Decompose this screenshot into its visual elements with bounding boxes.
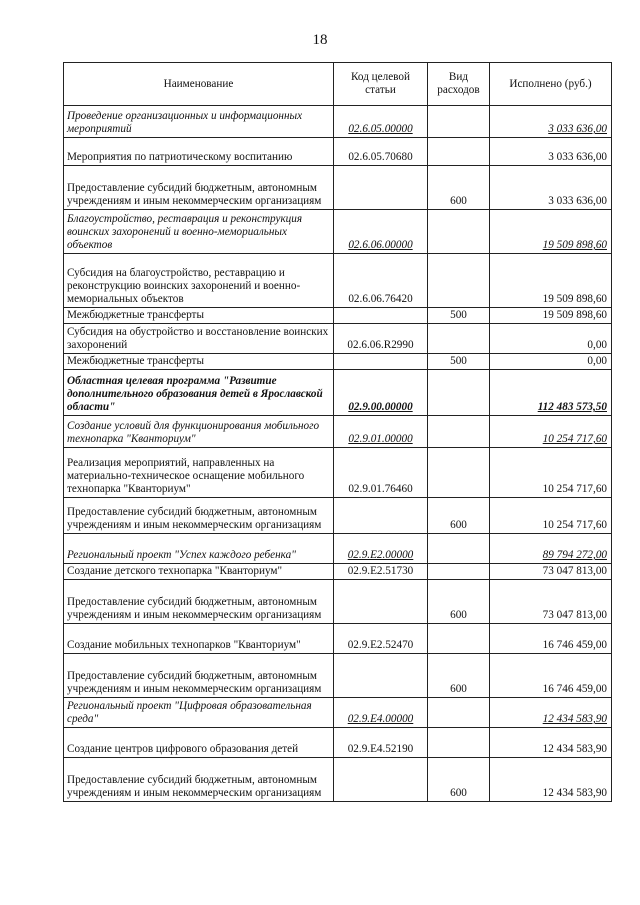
row-amount: [490, 254, 612, 308]
row-code: [334, 534, 428, 564]
row-amount: [490, 210, 612, 254]
row-name: Региональный проект "Успех каждого ребенка": [64, 534, 334, 564]
row-type: [428, 138, 490, 166]
row-amount: [490, 416, 612, 448]
row-amount-text: 10 254 717,60: [542, 433, 607, 445]
header-code: Код целевой статьи: [334, 63, 428, 106]
row-amount: [490, 758, 612, 802]
row-code: [334, 308, 428, 324]
row-code-text: 02.6.06.00000: [348, 239, 413, 251]
row-name: Межбюджетные трансферты: [64, 308, 334, 324]
table-row: [64, 758, 612, 802]
row-amount-text: 19 509 898,60: [542, 293, 607, 305]
row-amount: [490, 534, 612, 564]
row-type: [428, 624, 490, 654]
row-amount-text: 12 434 583,90: [542, 713, 607, 725]
row-amount-text: 10 254 717,60: [542, 519, 607, 531]
row-type: [428, 728, 490, 758]
header-type: Вид расходов: [428, 63, 490, 106]
table-row: [64, 106, 612, 138]
row-name: Предоставление субсидий бюджетным, автономным учреждениям и иным некоммерческим организациям: [64, 580, 334, 624]
table-body: [64, 106, 612, 802]
row-type: 500: [428, 308, 490, 324]
row-type: [428, 416, 490, 448]
table-row: [64, 416, 612, 448]
row-code: [334, 654, 428, 698]
row-code-text: 02.9.E2.51730: [347, 565, 414, 577]
row-code: [334, 448, 428, 498]
table-row: [64, 580, 612, 624]
row-code-text: 02.9.01.76460: [348, 483, 413, 495]
row-amount-text: 3 033 636,00: [548, 195, 607, 207]
row-amount-text: 3 033 636,00: [548, 151, 607, 163]
page-number: 18: [312, 32, 328, 48]
row-name: Проведение организационных и информационных мероприятий: [64, 106, 334, 138]
row-amount-text: 0,00: [587, 355, 607, 367]
row-code: [334, 580, 428, 624]
row-type: [428, 448, 490, 498]
row-code: [334, 370, 428, 416]
row-code: [334, 698, 428, 728]
row-code-text: 02.9.E2.00000: [347, 549, 414, 561]
row-type: [428, 324, 490, 354]
row-amount: [490, 448, 612, 498]
row-name: Реализация мероприятий, направленных на материально-техническое оснащение мобильного технопарка "Кванториум": [64, 448, 334, 498]
row-type: 600: [428, 498, 490, 534]
row-code: [334, 106, 428, 138]
row-amount-text: 89 794 272,00: [542, 549, 607, 561]
row-code: [334, 624, 428, 654]
table-row: [64, 354, 612, 370]
row-amount: [490, 698, 612, 728]
header-name: Наименование: [64, 63, 334, 106]
table-row: [64, 498, 612, 534]
row-code: [334, 354, 428, 370]
table-row: [64, 624, 612, 654]
row-type: 600: [428, 758, 490, 802]
row-amount-text: 19 509 898,60: [542, 239, 607, 251]
row-amount-text: 12 434 583,90: [542, 743, 607, 755]
row-code-text: 02.9.00.00000: [348, 401, 413, 413]
row-type: 600: [428, 166, 490, 210]
row-amount: [490, 370, 612, 416]
row-amount-text: 73 047 813,00: [542, 609, 607, 621]
row-amount-text: 12 434 583,90: [542, 787, 607, 799]
table-row: [64, 534, 612, 564]
row-type: 500: [428, 354, 490, 370]
row-code: [334, 416, 428, 448]
row-code: [334, 498, 428, 534]
row-amount-text: 112 483 573,50: [537, 401, 607, 413]
row-name: Субсидия на обустройство и восстановление воинских захоронений: [64, 324, 334, 354]
table-header-row: [64, 63, 612, 106]
row-code: [334, 758, 428, 802]
row-code-text: 02.9.E4.52190: [347, 743, 414, 755]
row-type: [428, 534, 490, 564]
row-code-text: 02.9.E4.00000: [347, 713, 414, 725]
table-row: [64, 210, 612, 254]
row-name: Предоставление субсидий бюджетным, автономным учреждениям и иным некоммерческим организациям: [64, 654, 334, 698]
row-type: [428, 210, 490, 254]
row-name: Мероприятия по патриотическому воспитанию: [64, 138, 334, 166]
table-row: [64, 654, 612, 698]
table-row: [64, 254, 612, 308]
row-amount-text: 3 033 636,00: [548, 123, 607, 135]
row-type: [428, 370, 490, 416]
row-name: Создание центров цифрового образования детей: [64, 728, 334, 758]
row-code-text: 02.9.E2.52470: [347, 639, 414, 651]
row-amount: [490, 624, 612, 654]
row-type: [428, 106, 490, 138]
row-amount: [490, 138, 612, 166]
row-name: Создание детского технопарка "Кванториум": [64, 564, 334, 580]
row-code-text: 02.6.06.76420: [348, 293, 413, 305]
row-type: [428, 254, 490, 308]
row-amount: [490, 106, 612, 138]
row-name: Региональный проект "Цифровая образовательная среда": [64, 698, 334, 728]
table-row: [64, 698, 612, 728]
row-name: Предоставление субсидий бюджетным, автономным учреждениям и иным некоммерческим организациям: [64, 166, 334, 210]
row-type: [428, 564, 490, 580]
table-row: [64, 564, 612, 580]
row-name: Предоставление субсидий бюджетным, автономным учреждениям и иным некоммерческим организациям: [64, 758, 334, 802]
row-amount-text: 73 047 813,00: [542, 565, 607, 577]
row-amount: [490, 166, 612, 210]
table-row: [64, 166, 612, 210]
row-amount-text: 16 746 459,00: [542, 683, 607, 695]
row-name: Субсидия на благоустройство, реставрацию и реконструкцию воинских захоронений и военно-мемориальных объектов: [64, 254, 334, 308]
row-code-text: 02.6.05.00000: [348, 123, 413, 135]
row-code: [334, 210, 428, 254]
row-name: Предоставление субсидий бюджетным, автономным учреждениям и иным некоммерческим организациям: [64, 498, 334, 534]
table-row: [64, 138, 612, 166]
row-name: Создание мобильных технопарков "Кванториум": [64, 624, 334, 654]
row-amount-text: 19 509 898,60: [542, 309, 607, 321]
row-code-text: 02.6.06.R2990: [347, 339, 414, 351]
expenditure-table: [63, 62, 612, 802]
row-code: [334, 166, 428, 210]
row-amount: [490, 354, 612, 370]
table-row: [64, 370, 612, 416]
row-amount: [490, 498, 612, 534]
row-amount: [490, 728, 612, 758]
row-type: 600: [428, 580, 490, 624]
row-code: [334, 138, 428, 166]
row-code: [334, 564, 428, 580]
row-name: Межбюджетные трансферты: [64, 354, 334, 370]
row-name: Благоустройство, реставрация и реконструкция воинских захоронений и военно-мемориальных объектов: [64, 210, 334, 254]
row-amount-text: 16 746 459,00: [542, 639, 607, 651]
row-amount: [490, 308, 612, 324]
row-amount: [490, 564, 612, 580]
row-amount: [490, 324, 612, 354]
row-amount-text: 0,00: [587, 339, 607, 351]
row-name: Создание условий для функционирования мобильного технопарка "Кванториум": [64, 416, 334, 448]
row-type: 600: [428, 654, 490, 698]
row-amount-text: 10 254 717,60: [542, 483, 607, 495]
header-amount: Исполнено (руб.): [490, 63, 612, 106]
row-amount: [490, 580, 612, 624]
table-row: [64, 728, 612, 758]
table-row: [64, 308, 612, 324]
row-amount: [490, 654, 612, 698]
row-code-text: 02.6.05.70680: [348, 151, 413, 163]
row-name: Областная целевая программа "Развитие дополнительного образования детей в Ярославской области": [64, 370, 334, 416]
row-code: [334, 324, 428, 354]
table-row: [64, 324, 612, 354]
row-code: [334, 728, 428, 758]
row-code-text: 02.9.01.00000: [348, 433, 413, 445]
row-code: [334, 254, 428, 308]
table-row: [64, 448, 612, 498]
row-type: [428, 698, 490, 728]
